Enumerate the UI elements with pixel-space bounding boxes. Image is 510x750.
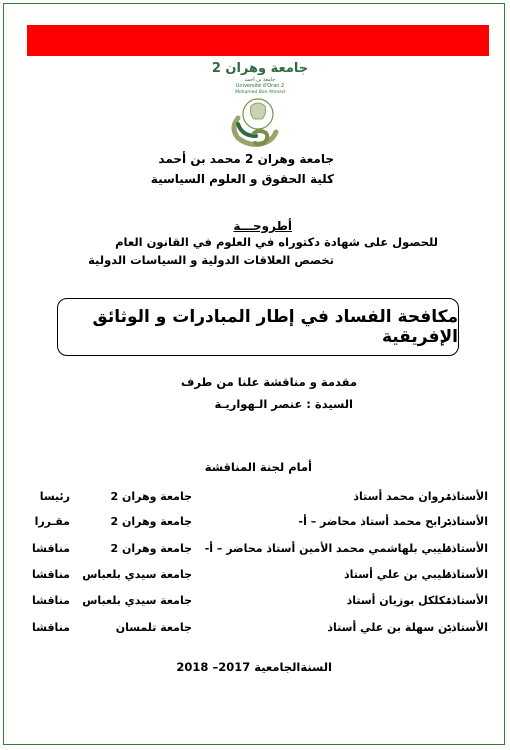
jury-member-title: الأستاذ: [446, 594, 488, 607]
university-name: جامعة وهران 2 محمد بن أحمد [158, 152, 334, 166]
specialty: تخصص العلاقات الدولية و السياسات الدولية [88, 253, 334, 267]
jury-member-name: بن سهلة بن علي أستاذ [327, 621, 452, 634]
jury-row [0, 490, 510, 508]
candidate-name: السيدة : عنصر الـهواريـة [214, 397, 353, 411]
jury-member-role: رئيسا [39, 490, 70, 503]
header-band [27, 25, 489, 56]
jury-member-title: الأستاذ: [446, 542, 488, 555]
faculty-name: كلية الحقوق و العلوم السياسية [150, 172, 334, 186]
jury-member-university: جامعة سيدي بلعباس [82, 568, 192, 581]
thesis-title-box [57, 298, 459, 356]
thesis-label: أطروحـــة [233, 219, 292, 233]
jury-member-name: طيبي بلهاشمي محمد الأمين أستاذ محاضر – أ- [204, 542, 452, 555]
jury-member-role: مناقشا [32, 594, 70, 607]
jury-row [0, 542, 510, 560]
presented-by: مقدمة و مناقشة علنا من طرف [180, 375, 357, 389]
logo-arabic-name: جامعة وهران 2 [211, 61, 309, 76]
jury-row [0, 594, 510, 612]
jury-title: أمام لجنة المناقشة [204, 460, 312, 474]
jury-member-name: طيبي بن علي أستاذ [344, 568, 452, 581]
jury-member-role: مناقشا [32, 568, 70, 581]
jury-member-university: جامعة وهران 2 [110, 542, 192, 555]
jury-member-university: جامعة وهران 2 [110, 515, 192, 528]
jury-member-role: مقـررا [34, 515, 70, 528]
jury-member-title: الأستاذ: [446, 621, 488, 634]
jury-row [0, 568, 510, 586]
jury-member-university: جامعة سيدي بلعباس [82, 594, 192, 607]
jury-member-title: الأستاذ: [446, 568, 488, 581]
university-logo [198, 56, 318, 148]
jury-member-role: مناقشا [32, 542, 70, 555]
jury-member-title: الأستاذ: [446, 490, 488, 503]
jury-member-role: مناقشا [32, 621, 70, 634]
jury-row [0, 515, 510, 533]
jury-member-university: جامعة وهران 2 [110, 490, 192, 503]
jury-member-name: مكلكل بوزيان أستاذ [346, 594, 452, 607]
jury-member-title: الأستاذ: [446, 515, 488, 528]
jury-member-name: برابح محمد أستاذ محاضر – أ- [298, 515, 452, 528]
logo-line-2: Université d'Oran 2 [235, 83, 285, 89]
jury-member-name: مروان محمد أستاذ [353, 490, 452, 503]
jury-member-university: جامعة تلمسان [115, 621, 192, 634]
jury-row [0, 621, 510, 639]
degree-purpose: للحصول على شهادة دكتوراه في العلوم في القانون العام [115, 235, 438, 249]
logo-line-1: جامعة بن أحمد [244, 77, 276, 83]
logo-line-3: Mohamed Ben Ahmed [235, 90, 285, 95]
academic-year: السنةالجامعية 2017– 2018 [176, 660, 332, 674]
thesis-title: مكافحة الفساد في إطار المبادرات و الوثائق الإفريقية [92, 307, 458, 347]
